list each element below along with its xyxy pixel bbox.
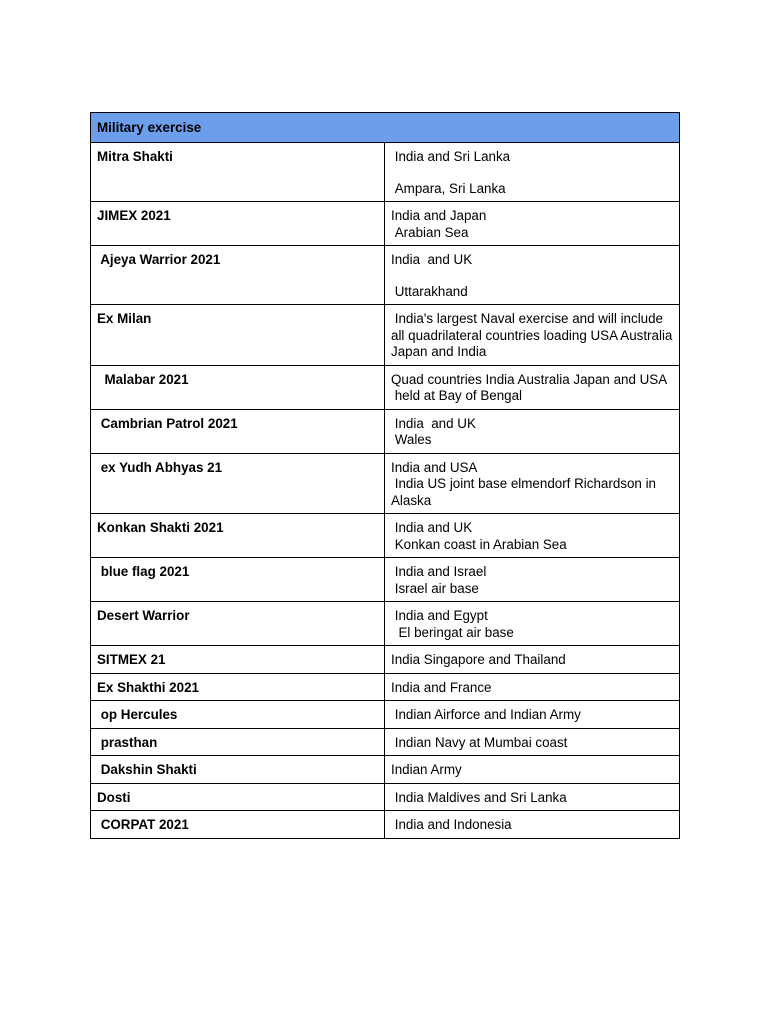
detail-line: India US joint base elmendorf Richardson in Alaska — [391, 476, 659, 508]
table-row — [91, 756, 680, 784]
exercise-name: blue flag 2021 — [91, 558, 385, 602]
exercise-details — [385, 783, 680, 811]
detail-line: India and UK — [391, 415, 476, 431]
exercise-details — [385, 514, 680, 558]
table-row — [91, 602, 680, 646]
exercise-details — [385, 646, 680, 674]
exercise-details — [385, 756, 680, 784]
exercise-name: Ajeya Warrior 2021 — [91, 246, 385, 305]
exercise-details — [385, 143, 680, 202]
exercise-name: Konkan Shakti 2021 — [91, 514, 385, 558]
detail-line: India and Indonesia — [391, 817, 512, 832]
table-row — [91, 646, 680, 674]
exercise-details — [385, 305, 680, 366]
table-row — [91, 701, 680, 729]
exercise-details — [385, 246, 680, 305]
table-row — [91, 453, 680, 514]
exercise-name: op Hercules — [91, 701, 385, 729]
detail-line: Indian Airforce and Indian Army — [391, 707, 581, 722]
detail-line: El beringat air base — [391, 624, 514, 640]
detail-line: Konkan coast in Arabian Sea — [391, 536, 567, 552]
exercise-name: prasthan — [91, 728, 385, 756]
detail-line: Arabian Sea — [391, 224, 469, 240]
detail-line: India and Egypt — [391, 608, 488, 623]
detail-line: Israel air base — [391, 580, 479, 596]
exercise-name: Dosti — [91, 783, 385, 811]
exercise-name: Dakshin Shakti — [91, 756, 385, 784]
detail-line: India Singapore and Thailand — [391, 652, 566, 667]
table-row — [91, 143, 680, 202]
detail-line: India and Sri Lanka — [391, 149, 511, 164]
table-row — [91, 783, 680, 811]
detail-line: Uttarakhand — [391, 283, 468, 299]
exercise-details — [385, 365, 680, 409]
detail-line: India and Israel — [391, 564, 487, 579]
table-row — [91, 202, 680, 246]
table-row — [91, 558, 680, 602]
detail-line: India and USA — [391, 459, 478, 475]
exercise-name: CORPAT 2021 — [91, 811, 385, 839]
table-row — [91, 409, 680, 453]
exercise-details — [385, 409, 680, 453]
table-title: Military exercise — [91, 113, 680, 143]
detail-line: Quad countries India Australia Japan and USA — [391, 371, 668, 387]
blank-line — [391, 269, 673, 284]
exercise-name: JIMEX 2021 — [91, 202, 385, 246]
exercise-name: Cambrian Patrol 2021 — [91, 409, 385, 453]
exercise-name: Desert Warrior — [91, 602, 385, 646]
table-body — [91, 143, 680, 839]
detail-line: India and France — [391, 679, 492, 695]
table-row — [91, 728, 680, 756]
exercise-details — [385, 728, 680, 756]
exercise-name: Mitra Shakti — [91, 143, 385, 202]
military-exercise-table — [90, 112, 680, 839]
exercise-details — [385, 811, 680, 839]
blank-line — [391, 166, 673, 181]
table-row — [91, 305, 680, 366]
detail-line: Ampara, Sri Lanka — [391, 180, 506, 196]
table-header-row — [91, 113, 680, 143]
exercise-details — [385, 202, 680, 246]
detail-line: Indian Army — [391, 762, 462, 777]
exercise-details — [385, 602, 680, 646]
detail-line: India's largest Naval exercise and will include all quadrilateral countries loading USA Australia Japan and India — [391, 311, 677, 359]
exercise-details — [385, 453, 680, 514]
exercise-name: SITMEX 21 — [91, 646, 385, 674]
table-row — [91, 365, 680, 409]
exercise-name: ex Yudh Abhyas 21 — [91, 453, 385, 514]
exercise-name: Ex Milan — [91, 305, 385, 366]
detail-line: held at Bay of Bengal — [391, 388, 523, 403]
detail-line: India and UK — [391, 252, 473, 267]
table-row — [91, 246, 680, 305]
detail-line: India and Japan — [391, 208, 487, 223]
table-row — [91, 811, 680, 839]
exercise-details — [385, 701, 680, 729]
detail-line: India Maldives and Sri Lanka — [391, 789, 567, 805]
detail-line: Indian Navy at Mumbai coast — [391, 734, 568, 750]
detail-line: India and UK — [391, 520, 473, 535]
table-row — [91, 514, 680, 558]
exercise-name: Malabar 2021 — [91, 365, 385, 409]
exercise-name: Ex Shakthi 2021 — [91, 673, 385, 701]
exercise-details — [385, 673, 680, 701]
exercise-details — [385, 558, 680, 602]
detail-line: Wales — [391, 432, 432, 447]
table-row — [91, 673, 680, 701]
